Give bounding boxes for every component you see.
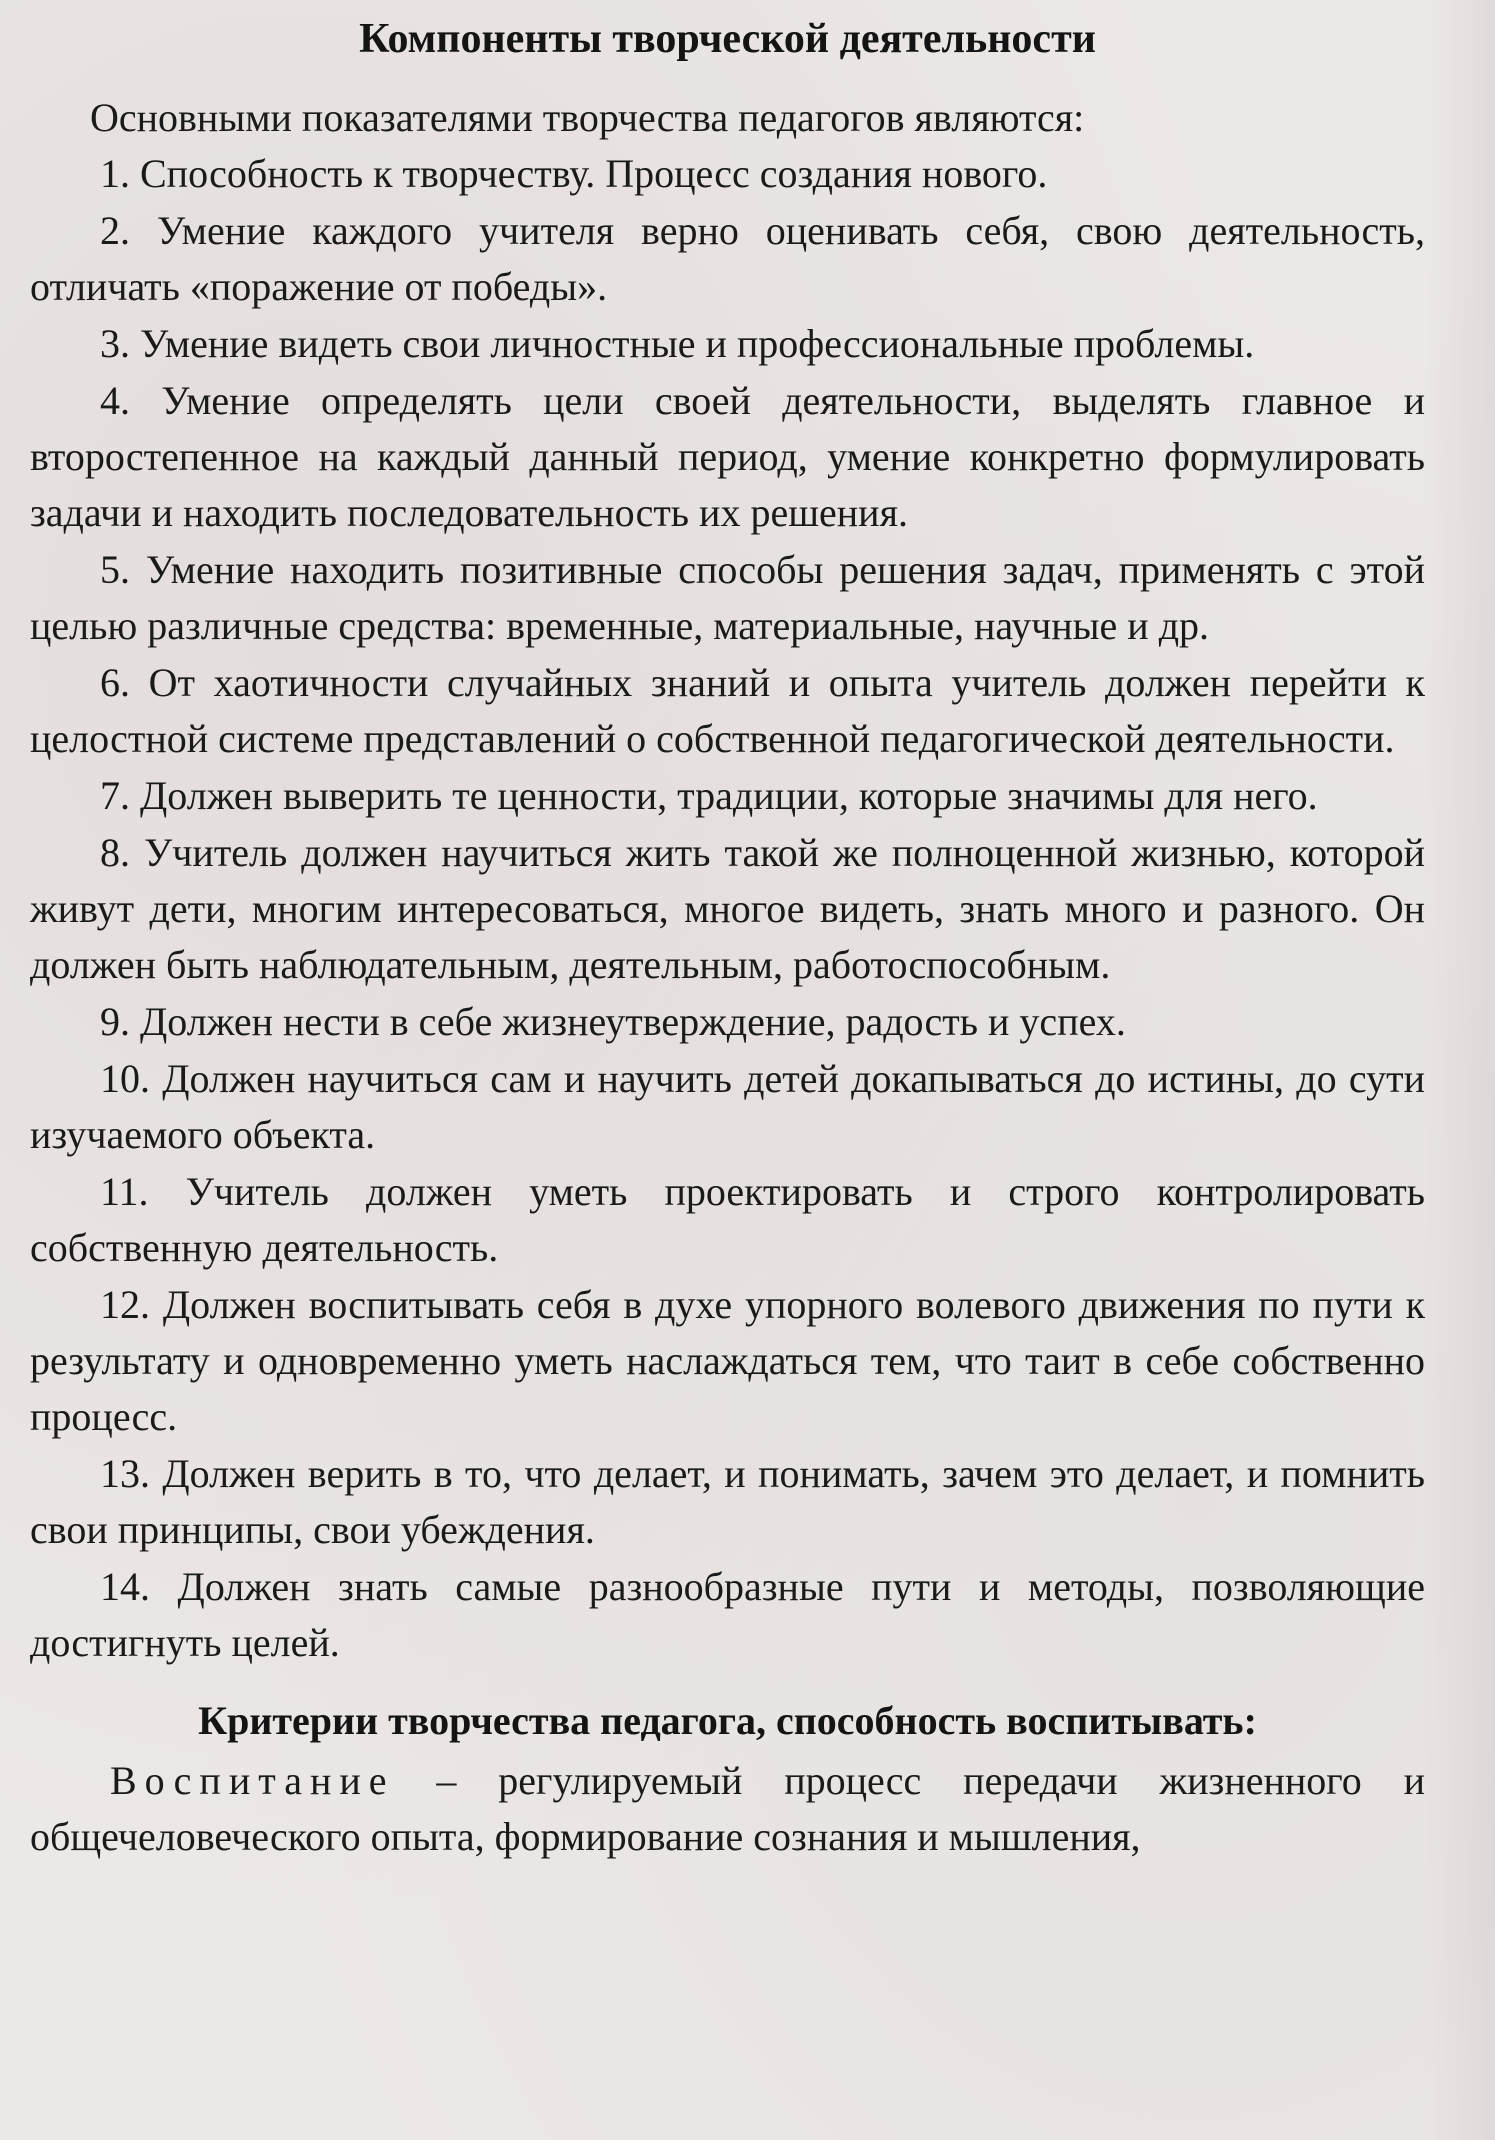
list-item: 3. Умение видеть свои личностные и профессиональные проблемы.	[100, 321, 1255, 366]
definition-term: Воспитание	[110, 1758, 395, 1803]
criteria-list	[30, 146, 1425, 1671]
list-item: 6. От хаотичности случайных знаний и опыта учитель должен перейти к целостной системе представлений о собственной педагогической деятельности.	[30, 660, 1425, 761]
list-item: 10. Должен научиться сам и научить детей докапываться до истины, до сути изучаемого объекта.	[30, 1056, 1425, 1157]
list-item: 2. Умение каждого учителя верно оценивать себя, свою деятельность, отличать «поражение от победы».	[30, 208, 1425, 309]
page-edge-shade	[1425, 0, 1495, 2140]
list-item: 4. Умение определять цели своей деятельности, выделять главное и второстепенное на каждый данный период, умение конкретно формулировать задачи и находить последовательность их решения.	[30, 378, 1425, 535]
section-subtitle: Критерии творчества педагога, способность воспитывать:	[198, 1698, 1257, 1743]
list-item: 13. Должен верить в то, что делает, и понимать, зачем это делает, и помнить свои принципы, свои убеждения.	[30, 1451, 1425, 1552]
list-item: 1. Способность к творчеству. Процесс создания нового.	[100, 151, 1048, 196]
list-item: 9. Должен нести в себе жизнеутверждение, радость и успех.	[100, 999, 1126, 1044]
list-item: 12. Должен воспитывать себя в духе упорного волевого движения по пути к результату и одновременно уметь наслаждаться тем, что таит в себе собственно процесс.	[30, 1282, 1425, 1439]
list-item: 5. Умение находить позитивные способы решения задач, применять с этой целью различные средства: временные, материальные, научные и др.	[30, 547, 1425, 648]
list-item: 14. Должен знать самые разнообразные пути и методы, позволяющие достигнуть целей.	[30, 1564, 1425, 1665]
intro-paragraph: Основными показателями творчества педагогов являются:	[90, 95, 1085, 140]
list-item: 7. Должен выверить те ценности, традиции, которые значимы для него.	[100, 773, 1318, 818]
list-item: 11. Учитель должен уметь проектировать и строго контролировать собственную деятельность.	[30, 1169, 1425, 1270]
document-title: Компоненты творческой деятельности	[359, 16, 1096, 62]
definition-paragraph	[30, 1753, 1425, 1865]
list-item: 8. Учитель должен научиться жить такой же полноценной жизнью, которой живут дети, многим интересоваться, многое видеть, знать много и разного. Он должен быть наблюдательным, деятельным, работоспособным.	[30, 830, 1425, 987]
definition-text: – регулируемый процесс передачи жизненного и общечеловеческого опыта, формирование сознания и мышления,	[30, 1758, 1425, 1859]
